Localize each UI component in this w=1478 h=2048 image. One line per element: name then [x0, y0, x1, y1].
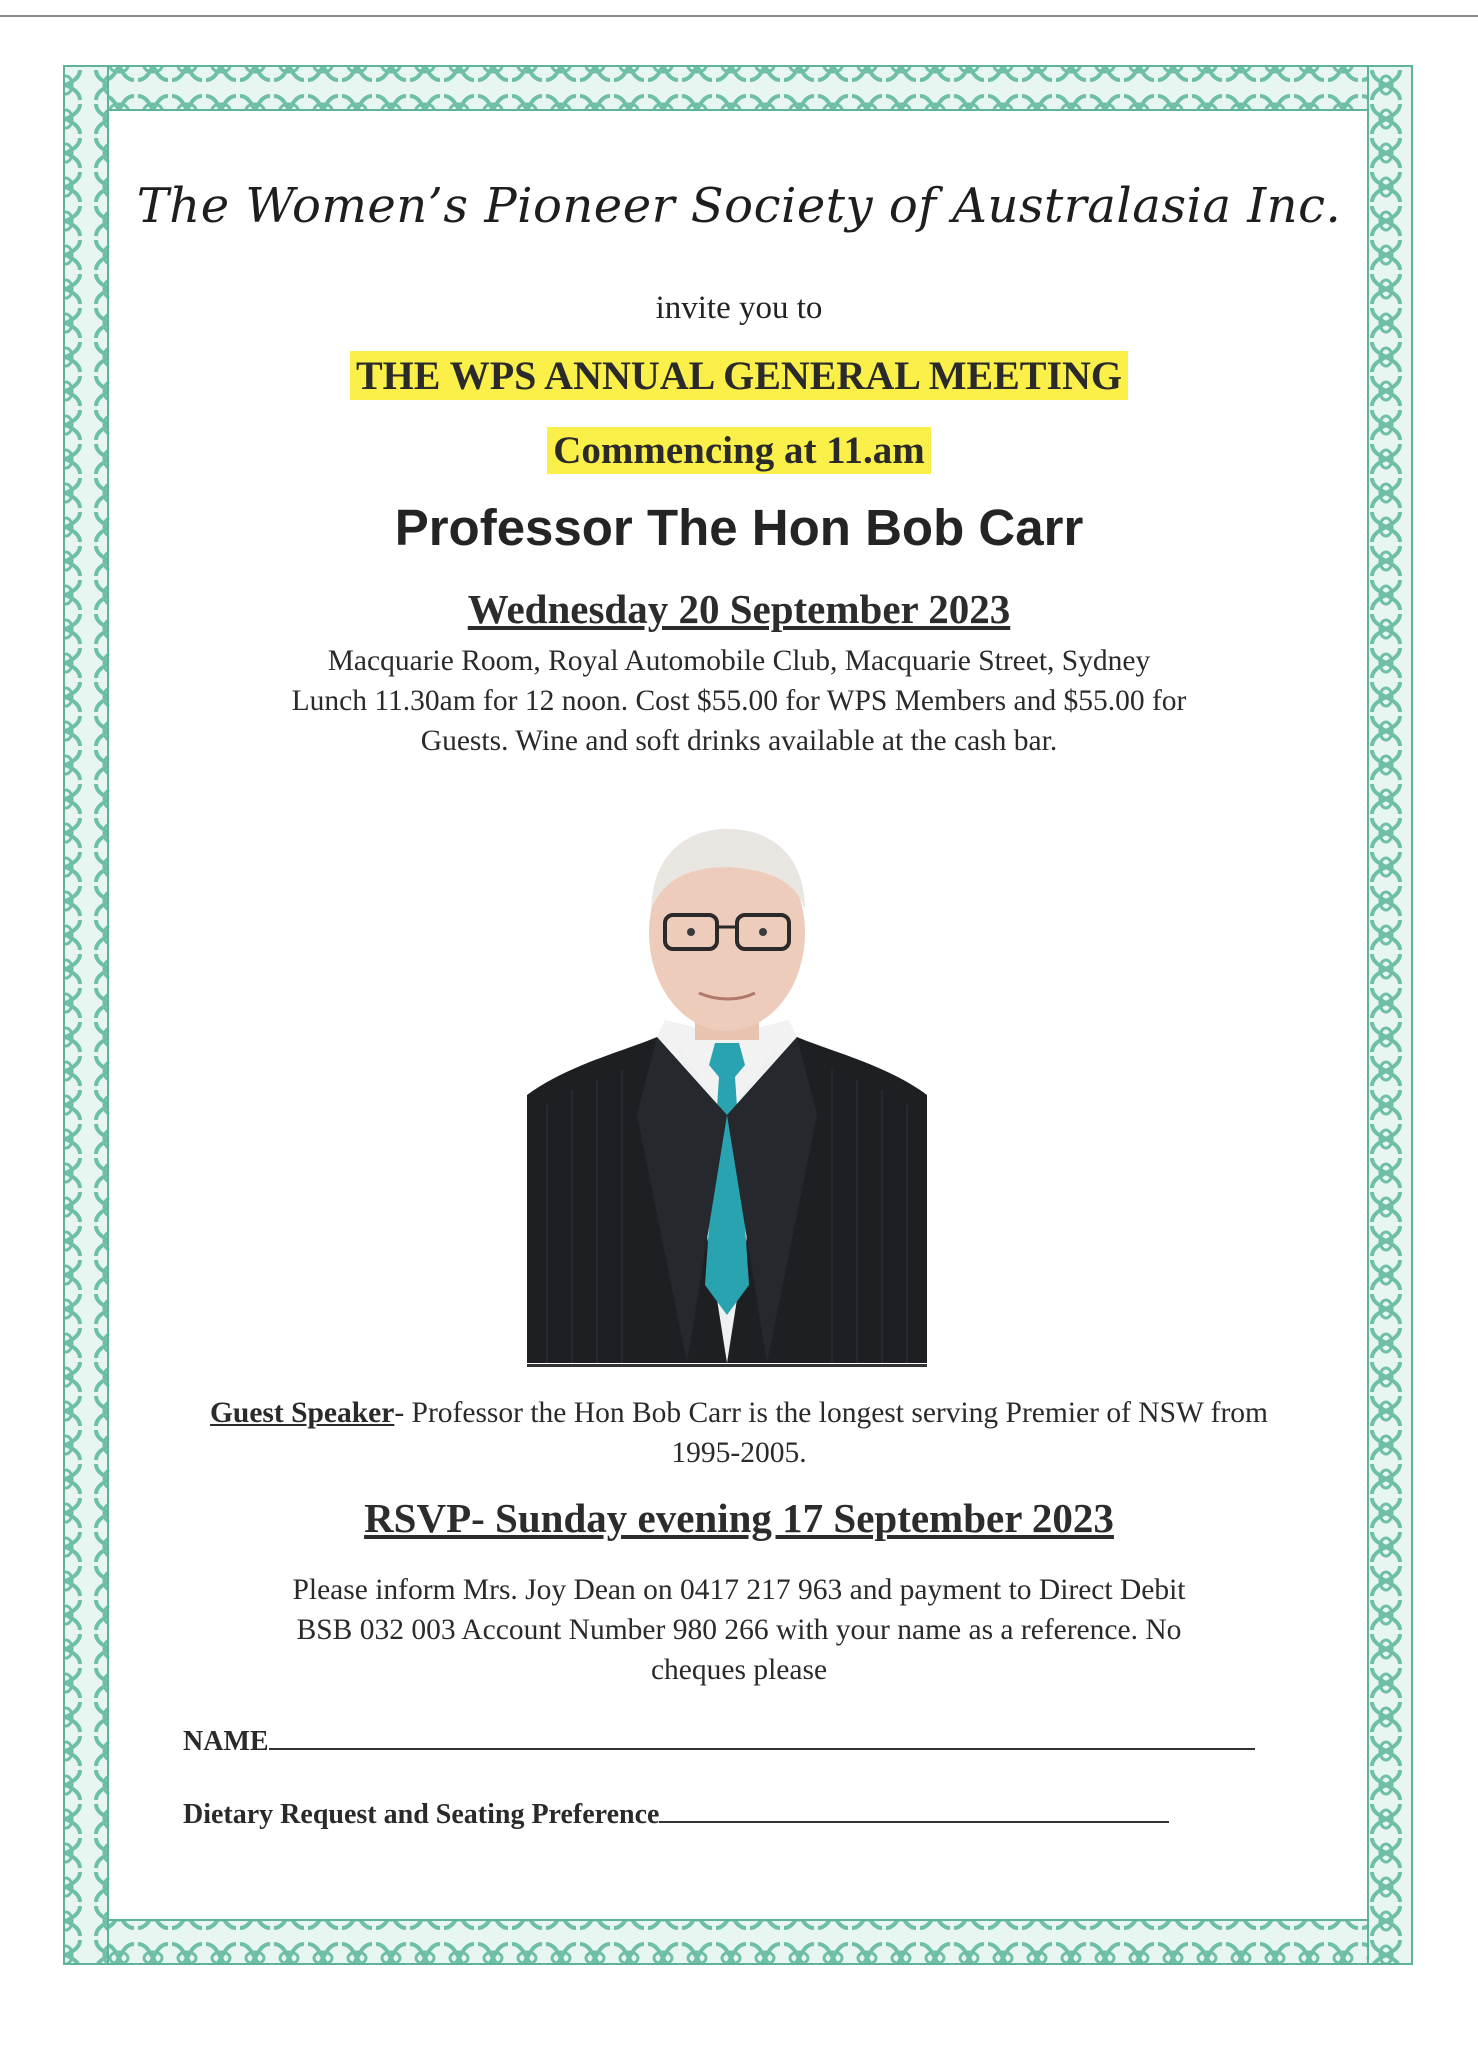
dietary-label: Dietary Request and Seating Preference	[183, 1799, 660, 1830]
detail-line: Macquarie Room, Royal Automobile Club, Macquarie Street, Sydney	[327, 645, 1151, 677]
photo-underline	[527, 1364, 927, 1367]
dietary-blank-line[interactable]	[659, 1795, 1169, 1823]
speaker-name: Professor The Hon Bob Carr	[394, 499, 1084, 556]
guest-speaker-note	[0, 1393, 1478, 1473]
instruction-line: cheques please	[650, 1654, 828, 1686]
instruction-line: BSB 032 003 Account Number 980 266 with your name as a reference. No	[296, 1614, 1182, 1646]
payment-instructions	[0, 1570, 1478, 1690]
detail-line: Lunch 11.30am for 12 noon. Cost $55.00 for WPS Members and $55.00 for	[291, 685, 1187, 717]
name-label: NAME	[183, 1726, 269, 1757]
meeting-title-text: THE WPS ANNUAL GENERAL MEETING	[350, 351, 1128, 400]
instruction-line: Please inform Mrs. Joy Dean on 0417 217 963 and payment to Direct Debit	[292, 1574, 1186, 1606]
dietary-field[interactable]	[183, 1795, 1169, 1831]
event-details	[0, 641, 1478, 761]
rsvp-date: RSVP- Sunday evening 17 September 2023	[364, 1495, 1114, 1541]
detail-line: Guests. Wine and soft drinks available at the cash bar.	[420, 725, 1058, 757]
name-field[interactable]	[183, 1722, 1255, 1758]
commencing-time	[0, 428, 1478, 473]
organisation-title: The Women’s Pioneer Society of Australasia Inc.	[136, 178, 1342, 234]
speaker-photo	[527, 815, 927, 1363]
guest-speaker-text: - Professor the Hon Bob Carr is the longest serving Premier of NSW from 1995-2005.	[394, 1397, 1269, 1469]
invite-line: invite you to	[655, 290, 823, 326]
event-date: Wednesday 20 September 2023	[467, 586, 1011, 632]
meeting-title	[0, 352, 1478, 399]
name-blank-line[interactable]	[269, 1722, 1255, 1750]
commencing-text: Commencing at 11.am	[547, 427, 931, 474]
guest-speaker-label: Guest Speaker	[209, 1397, 395, 1429]
